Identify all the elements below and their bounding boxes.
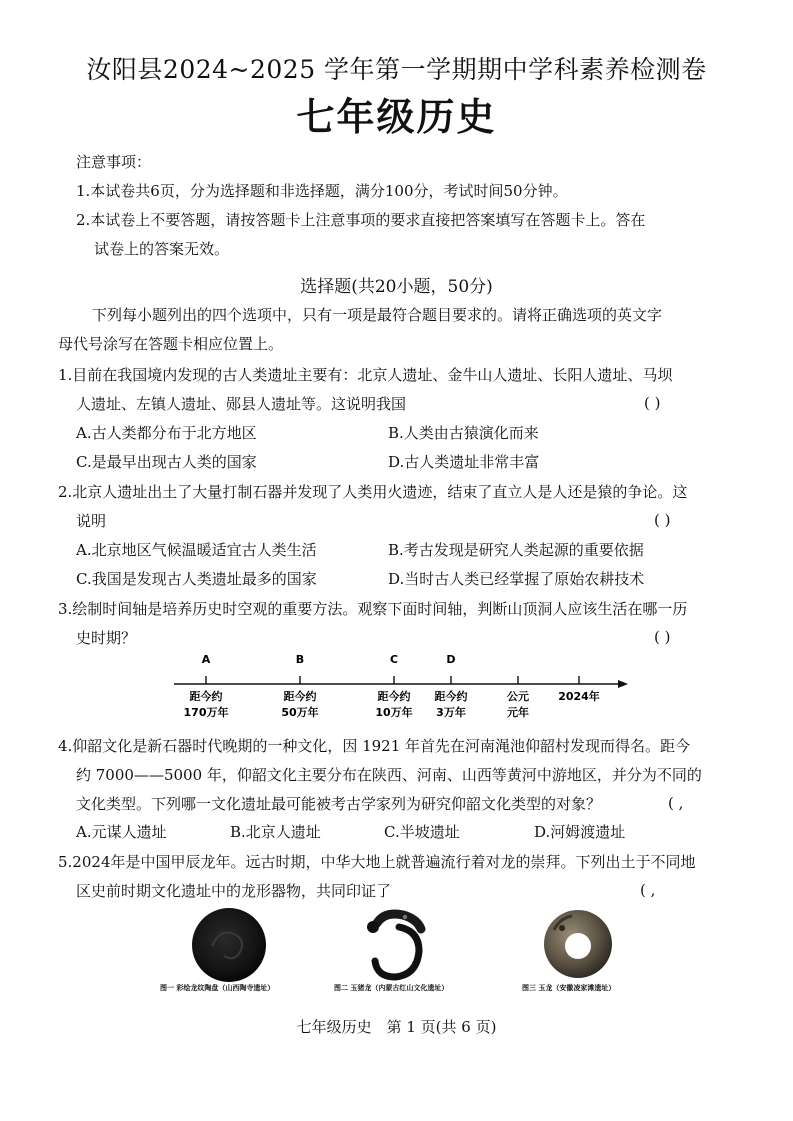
page-footer: 七年级历史 第 1 页(共 6 页) bbox=[296, 1018, 497, 1036]
q5-answer-paren: ( , bbox=[640, 881, 656, 899]
notice-item-1: 1.本试卷共6页，分为选择题和非选择题，满分100分，考试时间50分钟。 bbox=[76, 182, 568, 200]
timeline-letter: C bbox=[389, 653, 399, 666]
timeline-label: 距今约 bbox=[434, 690, 468, 703]
timeline-label: 公元 bbox=[507, 690, 529, 703]
q1-stem-line1: 1.目前在我国境内发现的古人类遗址主要有：北京人遗址、金牛山人遗址、长阳人遗址、马坝 bbox=[58, 366, 673, 384]
timeline-arrow-icon bbox=[618, 680, 628, 688]
q4-option-c: C.半坡遗址 bbox=[384, 823, 460, 841]
q2-stem-line1: 2.北京人遗址出土了大量打制石器并发现了人类用火遗迹，结束了直立人是人还是猿的争论。这 bbox=[58, 483, 688, 501]
q2-option-c: C.我国是发现古人类遗址最多的国家 bbox=[76, 570, 317, 588]
timeline-letter: B bbox=[295, 653, 305, 666]
q3-stem-line2: 史时期？ bbox=[76, 629, 137, 647]
q4-answer-paren: ( , bbox=[668, 794, 684, 812]
notice-item-2-line1: 2.本试卷上不要答题，请按答题卡上注意事项的要求直接把答案填写在答题卡上。答在 bbox=[76, 211, 646, 229]
section-intro-line1: 下列每小题列出的四个选项中，只有一项是最符合题目要求的。请将正确选项的英文字 bbox=[92, 306, 663, 324]
q3-answer-paren: ( ) bbox=[654, 628, 671, 646]
q2-option-a: A.北京地区气候温暖适宜古人类生活 bbox=[76, 541, 317, 559]
timeline-letter: A bbox=[201, 653, 211, 666]
q4-option-b: B.北京人遗址 bbox=[230, 823, 321, 841]
timeline-label: 3万年 bbox=[436, 706, 466, 719]
q5-stem-line1: 5.2024年是中国甲辰龙年。远古时期，中华大地上就普遍流行着对龙的崇拜。下列出土于不同地 bbox=[58, 853, 696, 871]
q1-option-a: A.古人类都分布于北方地区 bbox=[76, 424, 257, 442]
q2-answer-paren: ( ) bbox=[654, 511, 671, 529]
q4-stem-line3: 文化类型。下列哪一文化遗址最可能被考古学家列为研究仰韶文化类型的对象？ bbox=[76, 795, 602, 813]
timeline-label: 2024年 bbox=[558, 690, 600, 703]
timeline-label: 距今约 bbox=[377, 690, 411, 703]
q5-stem-line2: 区史前时期文化遗址中的龙形器物，共同印证了 bbox=[76, 882, 392, 900]
section-intro-line2: 母代号涂写在答题卡相应位置上。 bbox=[58, 335, 284, 353]
q4-stem-line1: 4.仰韶文化是新石器时代晚期的一种文化，因 1921 年首先在河南渑池仰韶村发现而得名。距今 bbox=[58, 737, 691, 755]
jade-dragon-image bbox=[540, 906, 616, 982]
q2-option-b: B.考古发现是研究人类起源的重要依据 bbox=[388, 541, 644, 559]
figure-1-caption: 图一 彩绘龙纹陶盘（山西陶寺遗址） bbox=[160, 984, 275, 992]
q2-option-d: D.当时古人类已经掌握了原始农耕技术 bbox=[388, 570, 645, 588]
q4-option-d: D.河姆渡遗址 bbox=[534, 823, 626, 841]
timeline-label: 170万年 bbox=[183, 706, 229, 719]
timeline-label: 50万年 bbox=[281, 706, 319, 719]
q2-stem-line2: 说明 bbox=[76, 512, 107, 530]
painted-dragon-plate-image bbox=[190, 906, 268, 984]
timeline-label: 元年 bbox=[507, 706, 529, 719]
timeline-label: 距今约 bbox=[283, 690, 317, 703]
q1-stem-line2: 人遗址、左镇人遗址、郧县人遗址等。这说明我国 bbox=[76, 395, 407, 413]
figure-2-caption: 图二 玉猪龙（内蒙古红山文化遗址） bbox=[334, 984, 449, 992]
q1-option-d: D.古人类遗址非常丰富 bbox=[388, 453, 540, 471]
timeline-label: 距今约 bbox=[189, 690, 223, 703]
exam-subject: 七年级历史 bbox=[296, 94, 497, 139]
q4-stem-line2: 约 7000——5000 年，仰韶文化主要分布在陕西、河南、山西等黄河中游地区，并分为不同的 bbox=[76, 766, 702, 784]
q1-answer-paren: ( ) bbox=[644, 394, 661, 412]
q1-option-b: B.人类由古猿演化而来 bbox=[388, 424, 539, 442]
timeline-diagram bbox=[168, 648, 638, 723]
section-title: 选择题(共20小题，50分) bbox=[300, 277, 493, 297]
q4-option-a: A.元谋人遗址 bbox=[76, 823, 167, 841]
jade-pig-dragon-image bbox=[355, 905, 440, 985]
notice-heading: 注意事项： bbox=[76, 153, 152, 171]
q1-option-c: C.是最早出现古人类的国家 bbox=[76, 453, 257, 471]
notice-item-2-line2: 试卷上的答案无效。 bbox=[94, 240, 230, 258]
timeline-label: 10万年 bbox=[375, 706, 413, 719]
figure-3-caption: 图三 玉龙（安徽凌家滩遗址） bbox=[522, 984, 616, 992]
q3-stem-line1: 3.绘制时间轴是培养历史时空观的重要方法。观察下面时间轴，判断山顶洞人应该生活在哪一历 bbox=[58, 600, 688, 618]
exam-title: 汝阳县2024~2025 学年第一学期期中学科素养检测卷 bbox=[86, 55, 707, 84]
timeline-letter: D bbox=[446, 653, 456, 666]
